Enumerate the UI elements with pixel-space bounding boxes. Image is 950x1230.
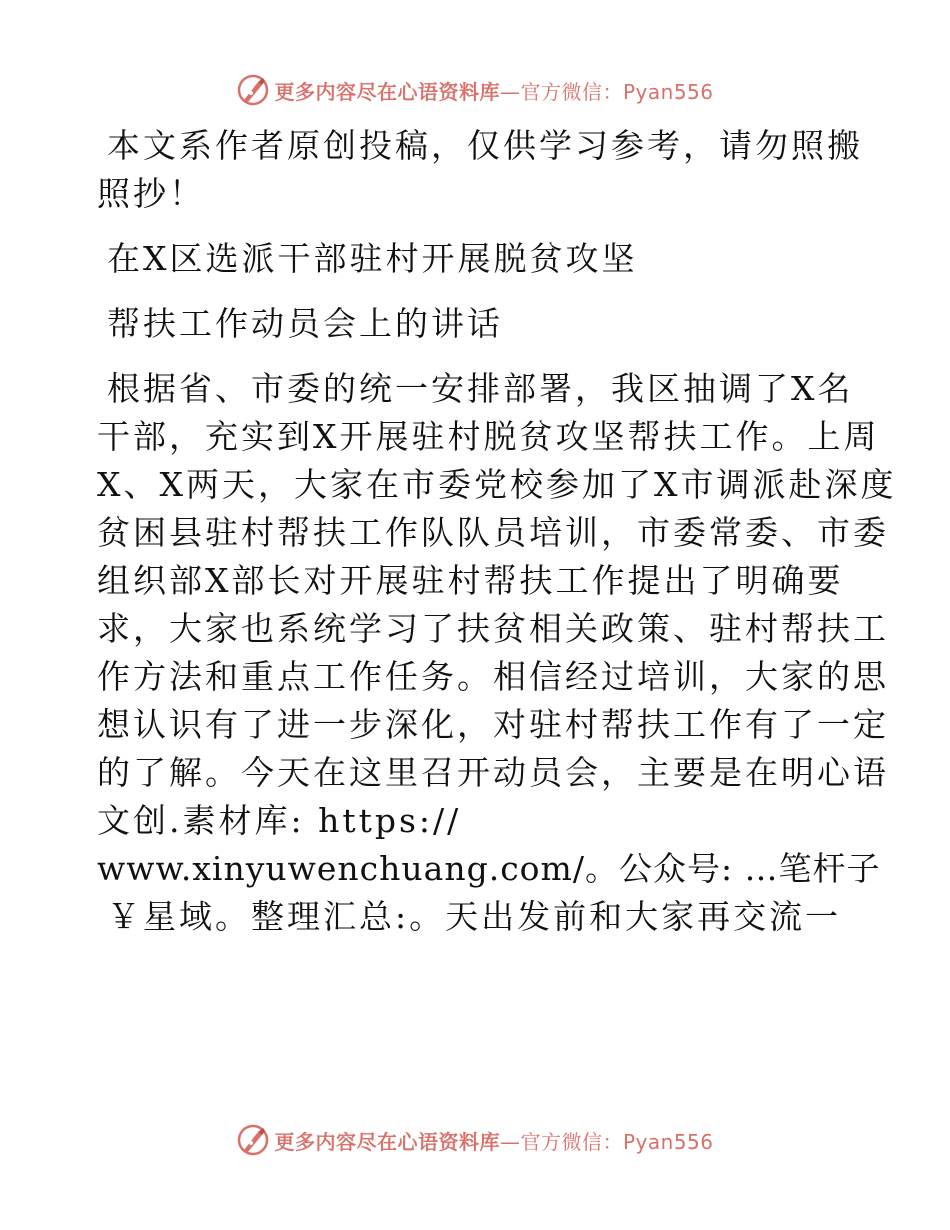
body-line: 求，大家也系统学习了扶贫相关政策、驻村帮扶工 [97,609,889,648]
title [97,235,877,348]
notice [97,122,877,218]
body-line: 文创.素材库: https:// [97,801,462,840]
header-banner-text: 更多内容尽在心语资料库—官方微信：Pyan556 [274,79,714,104]
quill-pen-logo-icon [236,1123,270,1157]
body-line-url: www.xinyuwenchuang.com/。公众号: …笔杆子 [97,849,881,888]
footer-banner-text: 更多内容尽在心语资料库—官方微信：Pyan556 [274,1129,714,1154]
body-line: ￥星域。整理汇总:。天出发前和大家再交流一 [107,897,842,936]
notice-line: 照抄！ [97,174,205,213]
body-line: 贫困县驻村帮扶工作队队员培训，市委常委、市委 [97,513,889,552]
body-line: 想认识有了进一步深化，对驻村帮扶工作有了一定 [97,705,889,744]
document-body [97,122,897,941]
footer-banner [0,1120,950,1160]
body-line: 的了解。今天在这里召开动员会，主要是在明心语 [97,753,889,792]
title-line: 在X区选派干部驻村开展脱贫攻坚 [107,239,638,278]
header-banner [0,70,950,110]
body-paragraph [97,365,897,941]
body-line: 作方法和重点工作任务。相信经过培训，大家的思 [97,657,889,696]
body-line: X、X两天，大家在市委党校参加了X市调派赴深度 [97,465,897,504]
body-line: 干部，充实到X开展驻村脱贫攻坚帮扶工作。上周 [97,417,880,456]
body-line: 组织部X部长对开展驻村帮扶工作提出了明确要 [97,561,844,600]
quill-pen-logo-icon [236,73,270,107]
body-line: 根据省、市委的统一安排部署，我区抽调了X名 [107,369,854,408]
notice-line: 本文系作者原创投稿，仅供学习参考，请勿照搬 [107,126,863,165]
title-line: 帮扶工作动员会上的讲话 [107,304,503,343]
